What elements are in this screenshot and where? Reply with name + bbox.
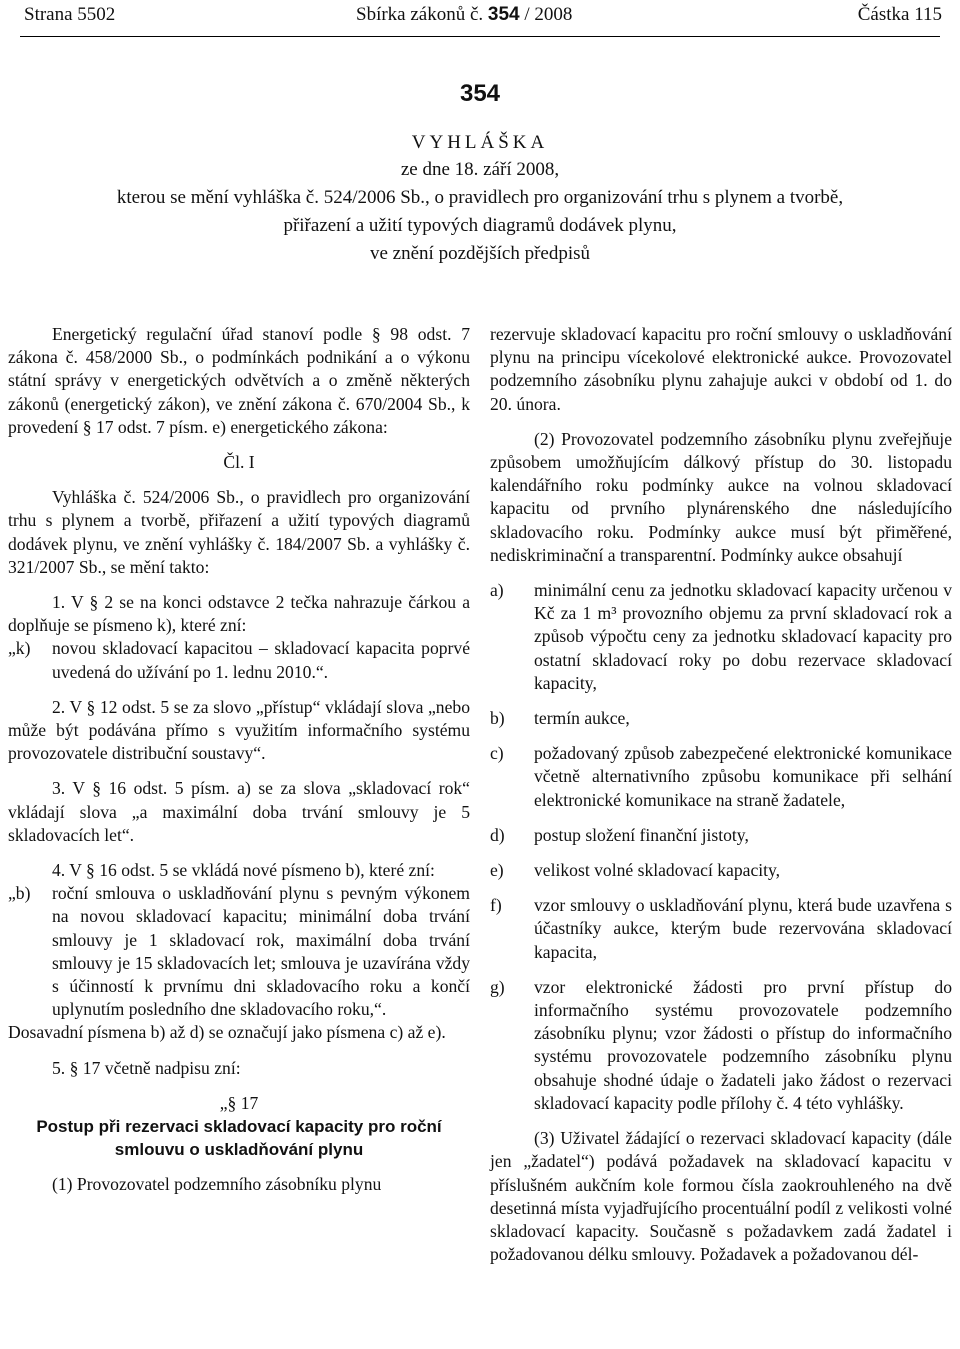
right-column (490, 323, 952, 1266)
header-rule (20, 36, 940, 37)
document-title-line-3: ve znění pozdějších předpisů (369, 243, 590, 264)
point-1: 1. V § 2 se na konci odstavce 2 tečka nahrazuje čárkou a doplňuje se písmeno k), které zní: (8, 592, 470, 636)
collection-year: / 2008 (524, 4, 573, 25)
page-number: Strana 5502 (24, 4, 116, 25)
conditions-list (490, 579, 952, 1115)
left-column (8, 323, 470, 1196)
list-item-label: b) (490, 708, 505, 729)
list-item-text: požadovaný způsob zabezpečené elektronické komunikace včetně alternativního způsobu komunikace při selhání elektronické komunikace na straně žadatele, (534, 743, 952, 810)
document-title-line-2: přiřazení a užití typových diagramů dodávek plynu, (283, 215, 677, 236)
section-heading: Postup při rezervaci skladovací kapacity pro roční smlouvu o uskladňování plynu (36, 1117, 442, 1160)
list-item (490, 824, 952, 847)
point-1-item (8, 637, 470, 683)
point-4-item (8, 882, 470, 1021)
section-paragraph-1-continued: rezervuje skladovací kapacitu pro roční smlouvy o uskladňování plynu na principu vícekolové elektronické aukce. Provozovatel podzemního zásobníku plynu zahajuje aukci v období od 1. do 20. února. (490, 324, 952, 414)
point-5: 5. § 17 včetně nadpisu zní: (52, 1057, 241, 1078)
list-item-label: a) (490, 580, 504, 601)
list-item-label: d) (490, 824, 505, 845)
list-item-text: postup složení finanční jistoty, (534, 824, 749, 845)
list-item (490, 859, 952, 882)
title-block (0, 80, 960, 268)
point-4: 4. V § 16 odst. 5 se vkládá nové písmeno b), které zní: (52, 860, 435, 881)
list-item-label: e) (490, 860, 504, 881)
point-4-item-text: roční smlouva o uskladňování plynu s pevným výkonem na novou skladovací kapacitu; minimální doba trvání smlouvy je 1 skladovací rok, maximální doba trvání smlouvy je 15 skladovacích let; smlouva je uzavírána vždy s účinností k prvnímu dni skladovacího roku a končí uplynutím posledního dne skladovacího roku,“. (52, 883, 470, 1020)
list-item-text: minimální cenu za jednotku skladovací kapacity určenou v Kč za 1 m³ provozního objemu za první skladovací rok a způsob výpočtu ceny za jednotku skladovací kapacity pro ostatní skladovací roky po dobu rezervace skladovací kapacity, (534, 580, 952, 693)
collection-name: Sbírka zákonů č. (356, 4, 484, 25)
intro-paragraph: Energetický regulační úřad stanoví podle § 98 odst. 7 zákona č. 458/2000 Sb., o podmínkách podnikání a o výkonu státní správy v energetických odvětvích a o změně některých zákonů (energetický zákon), ve znění zákona č. 670/2004 Sb., k provedení § 17 odst. 7 písm. e) energetického zákona: (8, 324, 470, 437)
point-1-item-label: „k) (8, 638, 31, 659)
collection-number: 354 (487, 4, 520, 25)
document-title-line-1: kterou se mění vyhláška č. 524/2006 Sb., o pravidlech pro organizování trhu s plynem a tvorbě, (116, 187, 844, 208)
list-item-text: vzor smlouvy o uskladňování plynu, která bude uzavřena s účastníky aukce, kterým bude rezervována skladovací kapacita, (534, 895, 952, 962)
list-item (490, 579, 952, 695)
document-type: VYHLÁŠKA (411, 132, 549, 153)
point-4-note: Dosavadní písmena b) až d) se označují jako písmena c) až e). (8, 1022, 446, 1043)
list-item-text: velikost volné skladovací kapacity, (534, 860, 781, 881)
list-item-label: f) (490, 895, 502, 916)
collection-label (356, 4, 572, 26)
list-item (490, 976, 952, 1115)
point-1-item-text: novou skladovací kapacitou – skladovací kapacita poprvé uvedená do užívání po 1. lednu 2010.“. (52, 638, 470, 682)
section-paragraph-3: (3) Uživatel žádající o rezervaci skladovací kapacity (dále jen „žadatel“) podává požadavek na skladovací kapacitu v příslušném aukčním kole formou čísla zaokrouhleného na dvě desetinná místa vyjadřujícího procentuální podíl z velikosti volné skladovací kapacity. Současně s požadavkem zadá žadatel i požadovanou délku smlouvy. Požadavek a požadovanou dél- (490, 1128, 952, 1265)
document-number: 354 (459, 80, 501, 107)
list-item (490, 707, 952, 730)
point-2: 2. V § 12 odst. 5 se za slovo „přístup“ vkládají slova „nebo může být podávána přímo s využitím informačního systému provozovatele distribuční soustavy“. (8, 696, 470, 764)
document-date: ze dne 18. září 2008, (400, 159, 560, 180)
article-intro: Vyhláška č. 524/2006 Sb., o pravidlech pro organizování trhu s plynem a tvorbě, přiřazení a užití typových diagramů dodávek plynu, ve znění vyhlášky č. 184/2007 Sb. a vyhlášky č. 321/2007 Sb., se mění takto: (8, 487, 470, 577)
section-paragraph-2: (2) Provozovatel podzemního zásobníku plynu zveřejňuje způsobem umožňujícím dálkový přístup do 30. listopadu kalendářního roku podmínky aukce na volnou skladovací kapacitu od prvního plynárenského dne následujícího skladovacího roku. Podmínky aukce musí být přiměřené, nediskriminační a transparentní. Podmínky aukce obsahují (490, 428, 952, 565)
list-item-label: g) (490, 976, 505, 997)
article-heading: Čl. I (223, 452, 255, 473)
list-item-label: c) (490, 743, 504, 764)
section-paragraph-1-start: (1) Provozovatel podzemního zásobníku plynu (52, 1174, 382, 1195)
section-number: „§ 17 (219, 1092, 259, 1113)
part-number: Částka 115 (857, 4, 942, 25)
point-3: 3. V § 16 odst. 5 písm. a) se za slova „skladovací rok“ vkládají slova „a maximální doba trvání smlouvy je 5 skladovacích let“. (8, 778, 470, 845)
list-item (490, 894, 952, 964)
running-header (24, 4, 942, 34)
list-item (490, 742, 952, 812)
list-item-text: termín aukce, (534, 708, 630, 729)
point-4-item-label: „b) (8, 883, 31, 904)
list-item-text: vzor elektronické žádosti pro první přístup do informačního systému provozovatele podzemního zásobníku plynu; vzor žádosti o přístup do informačního systému provozovatele podzemního zásobníku plynu obsahuje shodné údaje o žadateli jako žádost o rezervaci skladovací kapacity podle přílohy č. 4 této vyhlášky. (534, 976, 952, 1113)
